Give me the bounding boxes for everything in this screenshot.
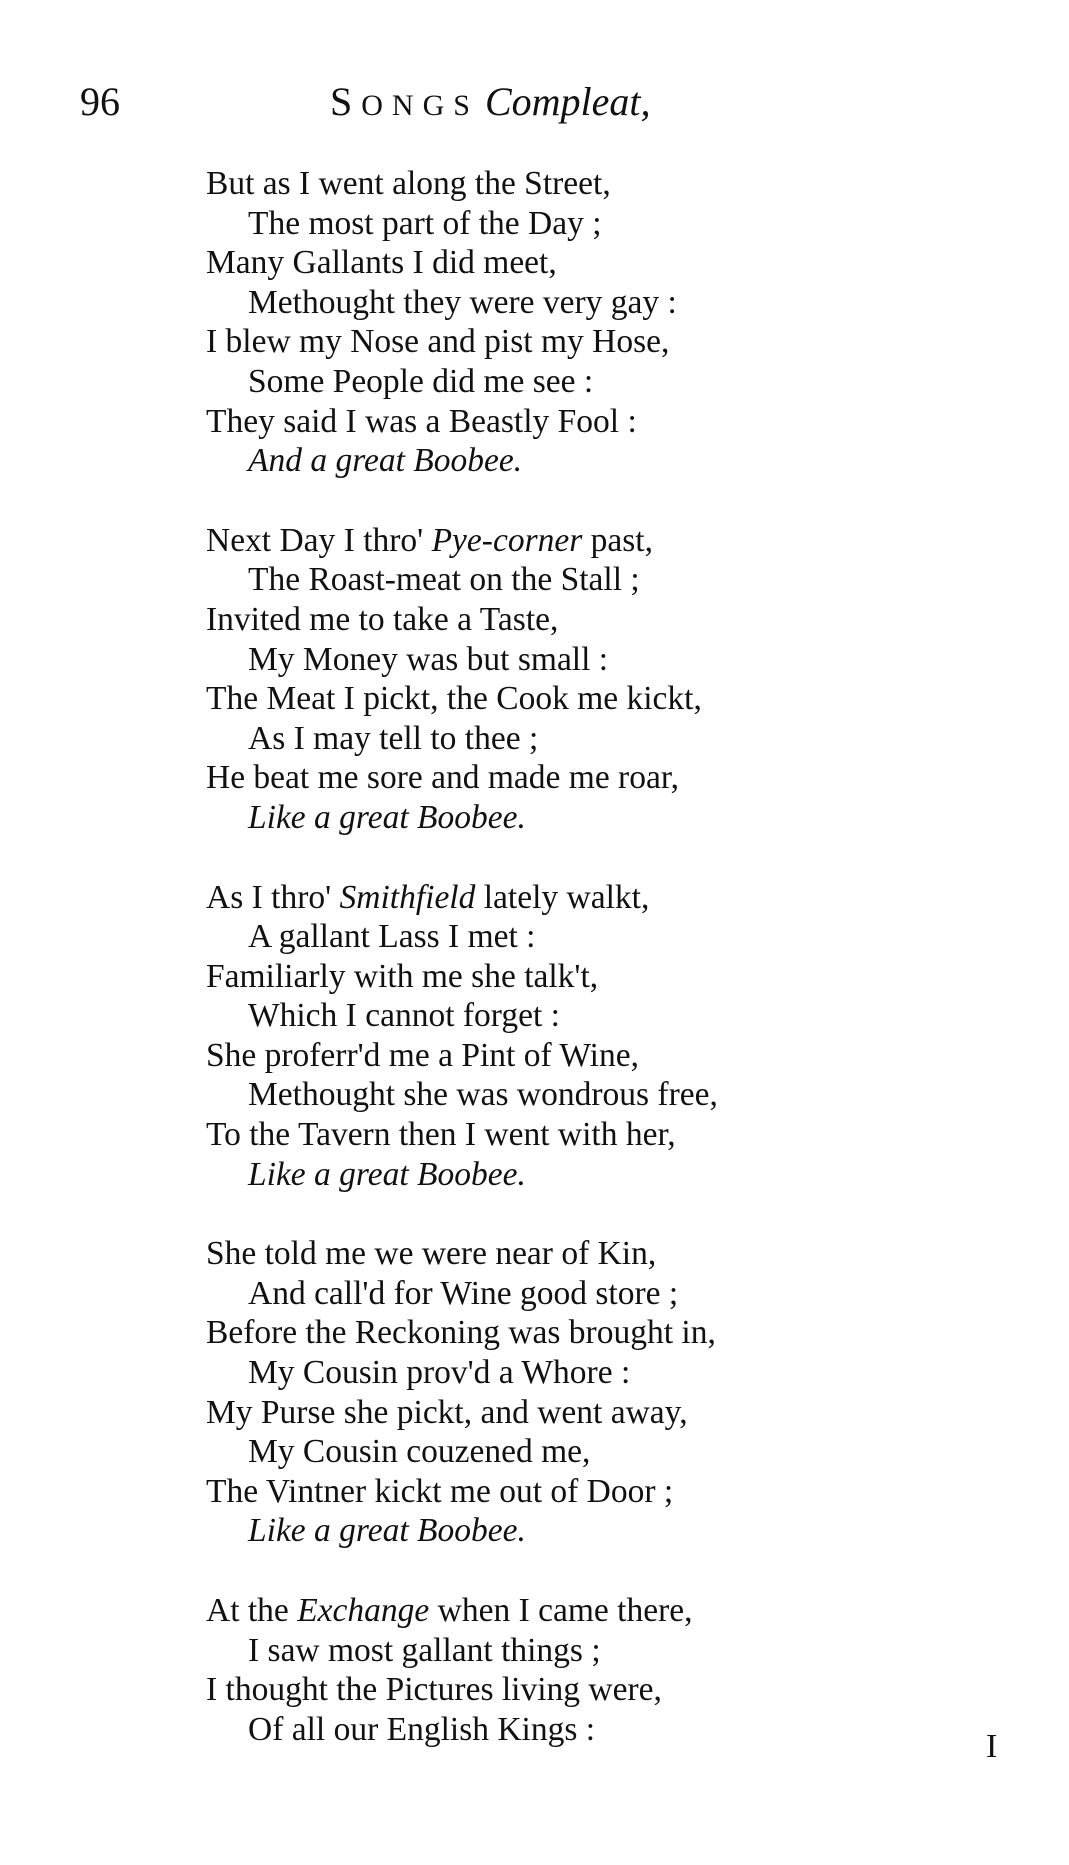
verse-text: Next Day I thro' bbox=[206, 521, 432, 559]
verse-line bbox=[206, 521, 966, 561]
verse-text: lately walkt, bbox=[475, 878, 650, 916]
refrain-line: Like a great Boobee. bbox=[248, 798, 526, 836]
verse-line: Familiarly with me she talk't, bbox=[206, 957, 599, 995]
verse-line: As I may tell to thee ; bbox=[248, 719, 539, 757]
place-name: Exchange bbox=[297, 1592, 430, 1629]
verse-line: And call'd for Wine good store ; bbox=[248, 1274, 679, 1312]
verse-line: Methought they were very gay : bbox=[248, 283, 677, 321]
verse-line: A gallant Lass I met : bbox=[248, 918, 536, 956]
verse-line: Some People did me see : bbox=[248, 362, 594, 400]
running-head bbox=[330, 78, 650, 125]
verse-line: She told me we were near of Kin, bbox=[206, 1235, 657, 1273]
verse-line: But as I went along the Street, bbox=[206, 165, 611, 202]
stanza bbox=[206, 164, 966, 481]
verse-line: Many Gallants I did meet, bbox=[206, 244, 557, 282]
stanza bbox=[206, 1234, 966, 1551]
verse-line: My Cousin prov'd a Whore : bbox=[248, 1354, 631, 1392]
verse-text: At the bbox=[206, 1592, 298, 1629]
verse-line: They said I was a Beastly Fool : bbox=[206, 402, 637, 440]
verse-line: My Money was but small : bbox=[248, 640, 609, 678]
stanza bbox=[206, 1591, 966, 1749]
verse-line: The Vintner kickt me out of Door ; bbox=[206, 1472, 674, 1510]
stanza bbox=[206, 521, 966, 838]
verse-line bbox=[206, 1591, 966, 1631]
verse-line: The most part of the Day ; bbox=[248, 204, 602, 242]
verse-line: My Purse she pickt, and went away, bbox=[206, 1393, 688, 1431]
verse-line: The Meat I pickt, the Cook me kickt, bbox=[206, 680, 702, 718]
verse-line: Which I cannot forget : bbox=[248, 997, 560, 1035]
verse-line: My Cousin couzened me, bbox=[248, 1433, 591, 1471]
running-head-italic: Compleat, bbox=[484, 79, 651, 124]
refrain-line: Like a great Boobee. bbox=[248, 1155, 526, 1193]
verse-line: I thought the Pictures living were, bbox=[206, 1671, 662, 1709]
verse-line bbox=[206, 878, 966, 918]
verse-line: The Roast-meat on the Stall ; bbox=[248, 561, 640, 599]
verse-line: Invited me to take a Taste, bbox=[206, 600, 559, 638]
running-head-initial: S bbox=[330, 79, 362, 124]
verse-line: Of all our English Kings : bbox=[248, 1710, 596, 1748]
verse-line: Before the Reckoning was brought in, bbox=[206, 1314, 716, 1352]
verse-text: past, bbox=[582, 521, 653, 559]
refrain-line: Like a great Boobee. bbox=[248, 1512, 526, 1550]
catchword: I bbox=[986, 1728, 998, 1765]
verse-line: He beat me sore and made me roar, bbox=[206, 759, 680, 797]
verse-line: Methought she was wondrous free, bbox=[248, 1076, 718, 1114]
verse-text: when I came there, bbox=[429, 1592, 693, 1629]
verse-line: I saw most gallant things ; bbox=[248, 1631, 601, 1669]
page-number: 96 bbox=[80, 79, 120, 124]
place-name: Smithfield bbox=[339, 878, 476, 916]
refrain-line: And a great Boobee. bbox=[248, 442, 523, 480]
verse-line: I blew my Nose and pist my Hose, bbox=[206, 323, 670, 361]
place-name: Pye-corner bbox=[431, 521, 583, 559]
running-head-smallcaps: ONGS bbox=[361, 89, 479, 122]
verse-text: As I thro' bbox=[206, 878, 340, 916]
verse-line: She proferr'd me a Pint of Wine, bbox=[206, 1036, 639, 1074]
stanza bbox=[206, 878, 966, 1195]
poem bbox=[206, 164, 966, 1789]
verse-line: To the Tavern then I went with her, bbox=[206, 1116, 676, 1154]
